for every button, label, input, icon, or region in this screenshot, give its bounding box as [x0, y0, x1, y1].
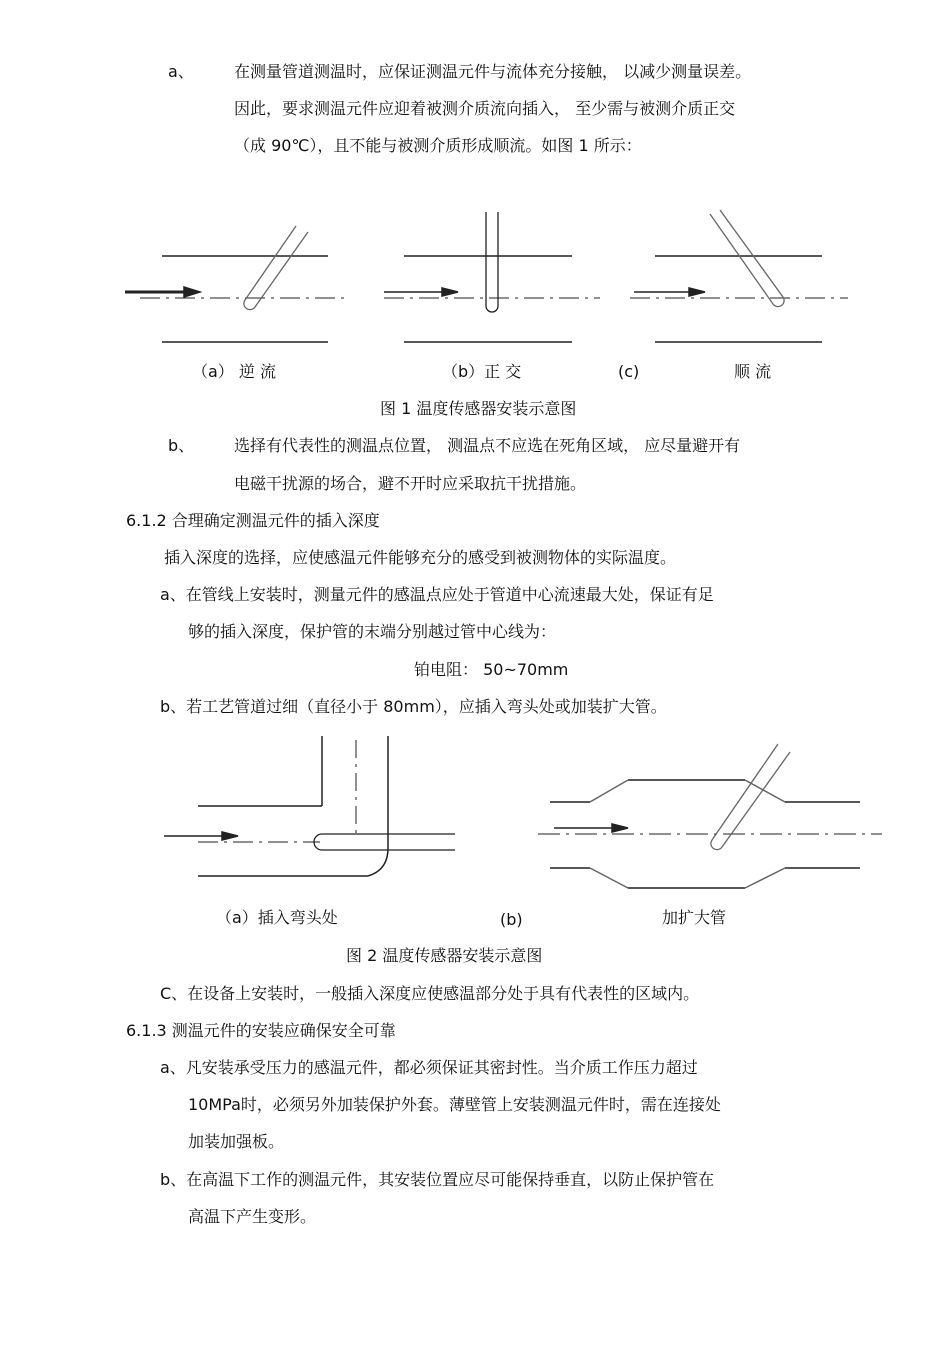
s612-a-line2: 够的插入深度，保护管的末端分别越过管中心线为：: [188, 622, 557, 641]
s612-b-line1: b、若工艺管道过细（直径小于 80mm），应插入弯头处或加装扩大管。: [160, 697, 667, 716]
fig2-caption: 图 2 温度传感器安装示意图: [346, 946, 543, 965]
fig1-parallelflow-diagram: [630, 210, 848, 342]
fig1-label-c-mark: (c): [618, 362, 640, 381]
item-b-marker: b、: [168, 436, 195, 455]
fig1-label-b: （b）正 交: [442, 362, 522, 381]
fig1-counterflow-diagram: [125, 226, 350, 342]
s613-b-line1: b、在高温下工作的测温元件，其安装位置应尽可能保持垂直，以防止保护管在: [160, 1170, 715, 1189]
heading-6-1-2: 6.1.2 合理确定测温元件的插入深度: [126, 511, 380, 530]
item-b-line1: 选择有代表性的测温点位置， 测温点不应选在死角区域， 应尽量避开有: [234, 436, 741, 455]
item-a-line3: （成 90℃），且不能与被测介质形成顺流。如图 1 所示：: [234, 136, 642, 155]
item-a-line2: 因此，要求测温元件应迎着被测介质流向插入， 至少需与被测介质正交: [234, 99, 736, 118]
fig2-label-b-mark: (b): [500, 910, 523, 929]
s613-b-line2: 高温下产生变形。: [188, 1207, 317, 1226]
item-a-line1: 在测量管道测温时，应保证测温元件与流体充分接触， 以减少测量误差。: [234, 62, 752, 81]
fig1-label-a: （a） 逆 流: [192, 362, 276, 381]
item-a-marker: a、: [168, 62, 194, 81]
fig2-elbow-diagram: [164, 736, 455, 876]
s612-intro: 插入深度的选择，应使感温元件能够充分的感受到被测物体的实际温度。: [164, 548, 677, 567]
fig2-expander-diagram: [538, 744, 882, 888]
s613-a-line3: 加装加强板。: [188, 1132, 285, 1151]
item-c-line1: C、在设备上安装时，一般插入深度应使感温部分处于具有代表性的区域内。: [160, 984, 700, 1003]
heading-6-1-3: 6.1.3 测温元件的安装应确保安全可靠: [126, 1021, 396, 1040]
fig1-label-c-text: 顺 流: [734, 362, 772, 381]
s612-a-value: 铂电阻： 50~70mm: [414, 660, 569, 679]
s612-a-line1: a、在管线上安装时，测量元件的感温点应处于管道中心流速最大处，保证有足: [160, 585, 714, 604]
s613-a-line2: 10MPa时，必须另外加装保护外套。薄壁管上安装测温元件时，需在连接处: [188, 1095, 721, 1114]
fig1-caption: 图 1 温度传感器安装示意图: [380, 399, 577, 418]
fig1-perpendicular-diagram: [384, 212, 600, 342]
item-b-line2: 电磁干扰源的场合，避不开时应采取抗干扰措施。: [234, 474, 587, 493]
fig2-label-a: （a）插入弯头处: [216, 908, 338, 927]
s613-a-line1: a、凡安装承受压力的感温元件，都必须保证其密封性。当介质工作压力超过: [160, 1058, 698, 1077]
fig2-label-b-text: 加扩大管: [662, 908, 727, 927]
